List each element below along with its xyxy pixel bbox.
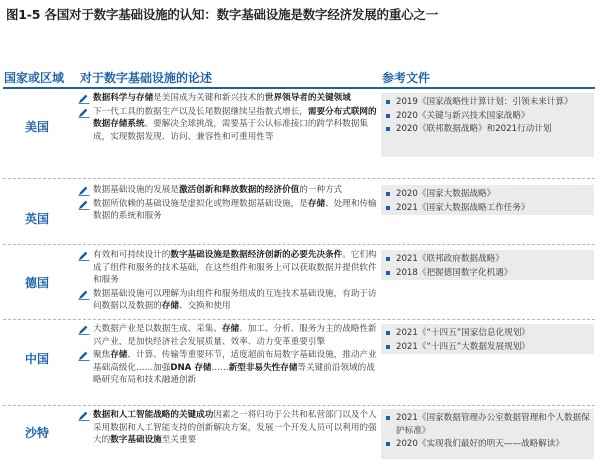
text: …… xyxy=(211,362,229,373)
country-label: 美国 xyxy=(24,120,49,134)
reference-item: 2020《实现我们最好的明天——战略解读》 xyxy=(386,438,590,451)
country-label: 沙特 xyxy=(24,426,49,440)
bold-text: 数据和人工智能战略的关键成功 xyxy=(93,410,214,420)
reference-box xyxy=(381,185,594,215)
description-cell xyxy=(78,409,378,447)
description-cell xyxy=(78,323,378,387)
text: 。要解决全球挑战，需要基于公认标准接口的跨学科数据集成，实现数据发现、访问、兼容性和可重用性等 xyxy=(93,119,369,142)
pen-icon xyxy=(78,324,90,335)
reference-box xyxy=(381,409,594,459)
text: 大数据产业是以数据生成、采集、 xyxy=(93,324,222,334)
description-paragraph xyxy=(78,349,378,387)
text: 下一代工具的数据生产以及长尾数据继续呈指数式增长， xyxy=(93,106,308,117)
header-divider xyxy=(3,87,595,89)
description-paragraph xyxy=(78,323,378,348)
country-label: 中国 xyxy=(24,352,49,366)
text: 数据基础设施可以理解为由组件和服务组成的互连技术基础设施，有助于访问数据以及数据的 xyxy=(93,288,377,312)
reference-item: 2021《“十四五”国家信息化规划》 xyxy=(386,327,590,340)
header-region: 国家或区域 xyxy=(4,71,65,85)
row-divider xyxy=(3,319,595,320)
reference-item: 2020《关键与新兴技术国家战略》 xyxy=(386,110,590,123)
text: 数据所依赖的基础设施是虚拟化或物理数据基础设施，是 xyxy=(93,198,308,209)
text: 、计算、传输等重要环节，适度超前布局数字基础设施，推动产业基础高级化……加强 xyxy=(93,350,377,373)
description-paragraph xyxy=(78,249,378,287)
reference-item: 2021《国家大数据战略工作任务》 xyxy=(386,202,590,215)
bold-text: 数据科学与存储 xyxy=(93,93,154,103)
bold-text: 新型非易失性存储 xyxy=(228,362,298,373)
bold-text: 存储 xyxy=(307,198,326,209)
bold-text: 激活创新和释放数据的经济价值 xyxy=(178,185,300,195)
page-title: 图1-5 各国对于数字基础设施的认知：数字基础设施是数字经济发展的重心之一 xyxy=(6,7,439,22)
reference-box xyxy=(381,93,594,157)
reference-item: 2018《把握德国数字化机遇》 xyxy=(386,267,590,280)
description-paragraph xyxy=(78,92,378,105)
reference-item: 2020《联邦数据战略》和2021行动计划 xyxy=(386,123,590,136)
reference-item: 2021《国家数据管理办公室数据管理和个人数据保护标准》 xyxy=(386,412,590,437)
description-paragraph xyxy=(78,288,378,313)
text: 等关键前沿领域的战略研究布局和技术融通创新 xyxy=(93,362,375,386)
description-cell xyxy=(78,249,378,313)
pen-icon xyxy=(78,185,90,196)
reference-item: 2019《国家战略性计算计划：引领未来计算》 xyxy=(386,96,590,109)
text: 数据基础设施的发展是 xyxy=(93,185,179,195)
text: 至关重要 xyxy=(161,435,197,446)
bold-text: 需要分布式联网的数据存储系统 xyxy=(93,106,377,130)
row-divider xyxy=(3,244,595,245)
bold-text: 世界领导者的关键领域 xyxy=(264,93,351,103)
text: 因素之一将归功于公共和私营部门以及个人采用数据和人工智能支持的创新解决方案，发展一个开发人员可以利用的强大的 xyxy=(93,410,377,446)
text: 聚焦 xyxy=(93,350,111,361)
row-divider xyxy=(3,405,595,406)
bold-text: 存储 xyxy=(221,324,240,334)
text: 、交换和使用 xyxy=(178,301,231,312)
pen-icon xyxy=(78,350,90,361)
reference-item: 2020《国家大数据战略》 xyxy=(386,188,590,201)
bold-text: DNA 存储 xyxy=(170,362,212,373)
bold-text: 存储 xyxy=(110,350,128,361)
description-paragraph xyxy=(78,409,378,447)
bold-text: 存储 xyxy=(161,301,179,312)
reference-item: 2021《“十四五”大数据发展规划》 xyxy=(386,341,590,354)
text: 、加工、分析、服务为主的战略性新兴产业，是加快经济社会发展质量、效率、动力变革重要引擎 xyxy=(93,324,377,347)
pen-icon xyxy=(78,93,90,104)
text: 。它们构成了组件和服务的技术基础，在这些组件和服务上可以获取数据并提供软件和服务 xyxy=(93,250,377,286)
text: 有效和可持续设计的 xyxy=(93,250,171,260)
pen-icon xyxy=(78,199,90,210)
bold-text: 数字基础设施是数据经济创新的必要先决条件 xyxy=(170,250,343,260)
text: 、处理和传输数据的系统和服务 xyxy=(93,198,377,222)
pen-icon xyxy=(78,250,90,261)
bold-text: 数字基础设施 xyxy=(110,435,162,446)
text: 的一种方式 xyxy=(299,185,343,195)
reference-box xyxy=(381,250,594,280)
description-paragraph xyxy=(78,198,378,223)
header-references: 参考文件 xyxy=(382,71,431,85)
reference-item: 2021《联邦政府数据战略》 xyxy=(386,253,590,266)
description-paragraph xyxy=(78,106,378,144)
row-divider xyxy=(3,178,595,179)
country-label: 德国 xyxy=(24,276,49,290)
text: 是美国成为关键和新兴技术的 xyxy=(153,93,265,103)
pen-icon xyxy=(78,107,90,118)
description-paragraph xyxy=(78,184,378,197)
pen-icon xyxy=(78,410,90,421)
country-label: 英国 xyxy=(24,212,49,226)
reference-box xyxy=(381,324,594,354)
header-description: 对于数字基础设施的论述 xyxy=(80,71,213,85)
pen-icon xyxy=(78,289,90,300)
description-cell xyxy=(78,92,378,143)
description-cell xyxy=(78,184,378,223)
